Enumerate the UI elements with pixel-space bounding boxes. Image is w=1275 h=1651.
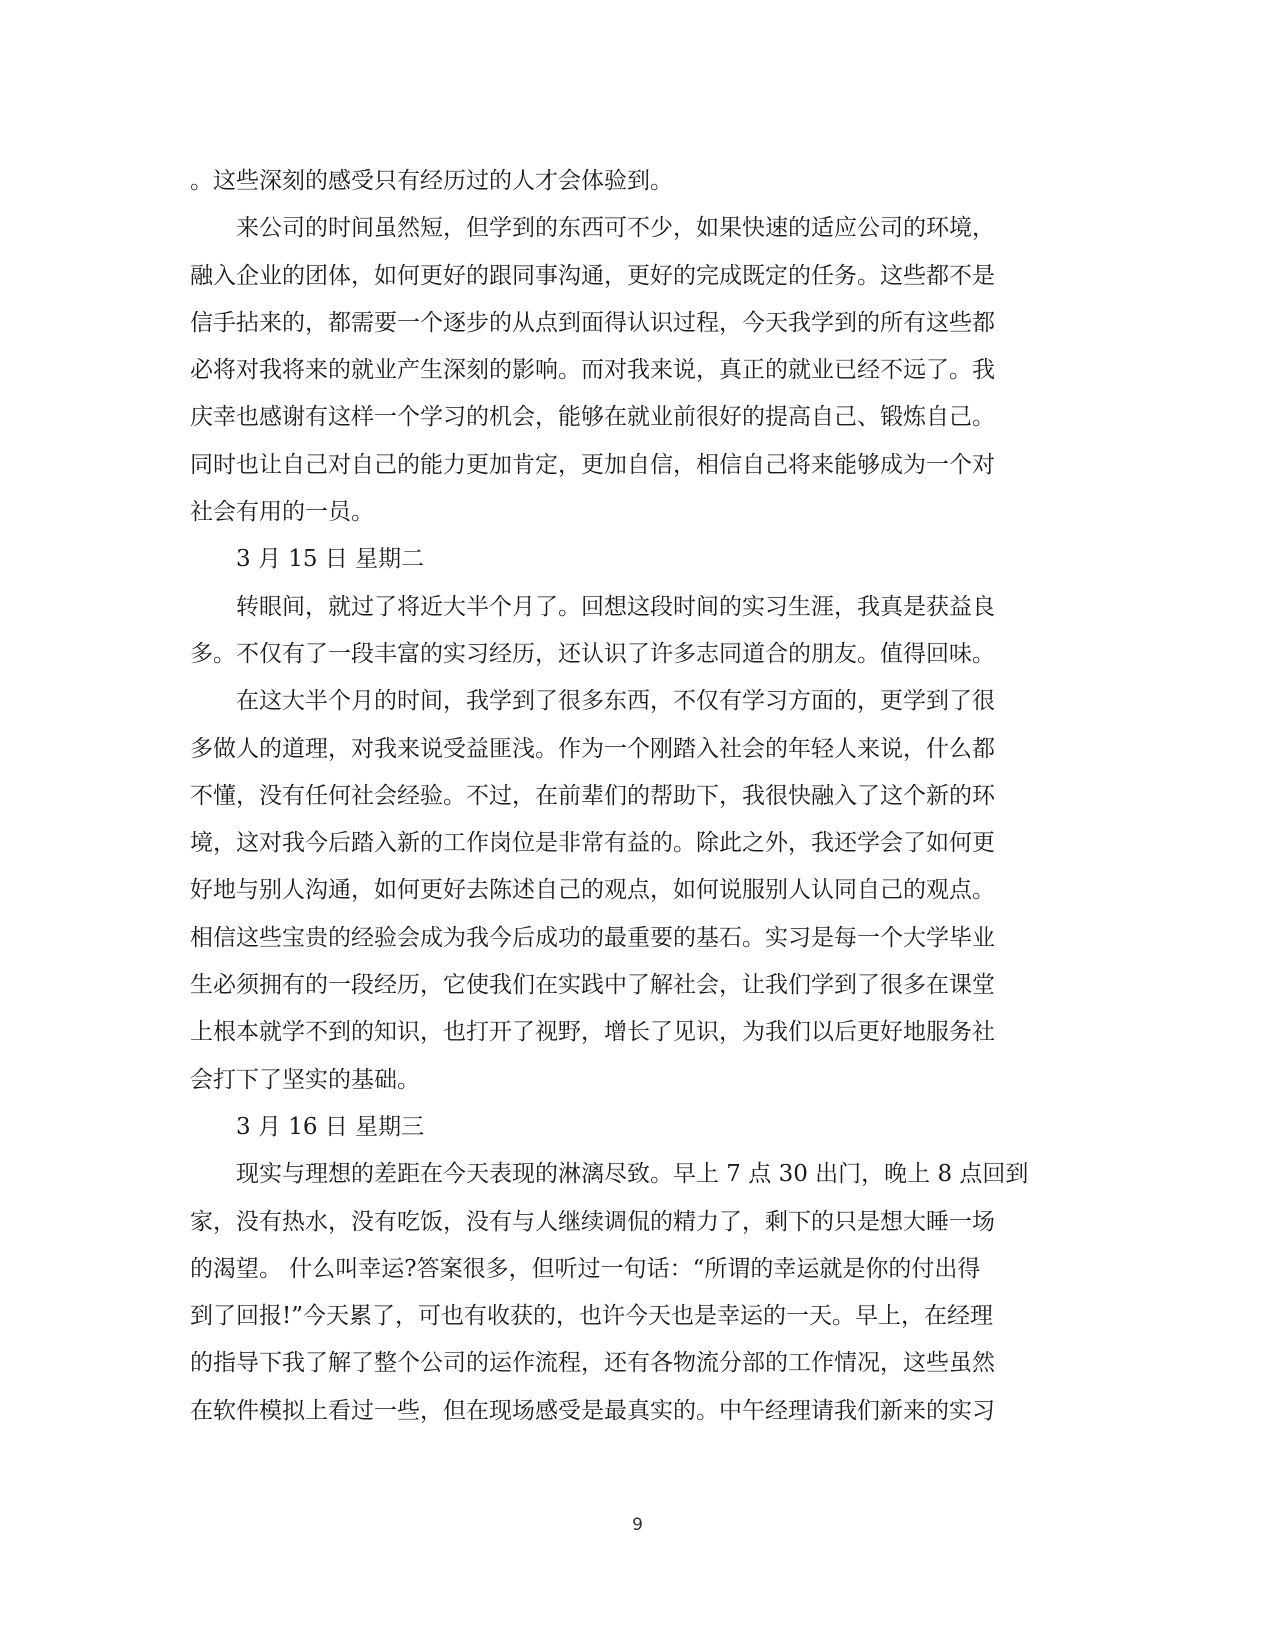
text-line: 在软件模拟上看过一些，但在现场感受是最真实的。中午经理请我们新来的实习 [190, 1397, 995, 1424]
text-line: 到了回报!”今天累了，可也有收获的，也许今天也是幸运的一天。早上，在经理 [190, 1303, 994, 1330]
text-line: 家，没有热水，没有吃饭，没有与人继续调侃的精力了，剩下的只是想大睡一场 [190, 1208, 995, 1235]
text-line: 的指导下我了解了整个公司的运作流程，还有各物流分部的工作情况，这些虽然 [190, 1350, 995, 1377]
text-line: 。这些深刻的感受只有经历过的人才会体验到。 [190, 168, 673, 194]
text-line: 好地与别人沟通，如何更好去陈述自己的观点，如何说服别人认同自己的观点。 [190, 877, 995, 904]
text-line: 来公司的时间虽然短，但学到的东西可不少，如果快速的适应公司的环境， [236, 215, 995, 242]
text-line: 3 月 16 日 星期三 [236, 1113, 425, 1140]
text-line: 境，这对我今后踏入新的工作岗位是非常有益的。除此之外，我还学会了如何更 [190, 830, 995, 857]
text-line: 会打下了坚实的基础。 [190, 1066, 420, 1093]
text-line: 转眼间，就过了将近大半个月了。回想这段时间的实习生涯，我真是获益良 [236, 593, 995, 620]
text-line: 多做人的道理，对我来说受益匪浅。作为一个刚踏入社会的年轻人来说，什么都 [190, 735, 995, 762]
text-line: 生必须拥有的一段经历，它使我们在实践中了解社会，让我们学到了很多在课堂 [190, 972, 995, 999]
text-line: 庆幸也感谢有这样一个学习的机会，能够在就业前很好的提高自己、锻炼自己。 [190, 404, 995, 431]
text-line: 在这大半个月的时间，我学到了很多东西，不仅有学习方面的，更学到了很 [236, 688, 995, 715]
text-line: 同时也让自己对自己的能力更加肯定，更加自信，相信自己将来能够成为一个对 [190, 451, 995, 478]
text-line: 3 月 15 日 星期二 [236, 546, 425, 573]
document-body [190, 158, 1050, 1435]
text-line: 相信这些宝贵的经验会成为我今后成功的最重要的基石。实习是每一个大学毕业 [190, 924, 995, 951]
text-line: 社会有用的一员。 [190, 499, 374, 526]
page-number: 9 [632, 1515, 643, 1535]
text-line: 必将对我将来的就业产生深刻的影响。而对我来说，真正的就业已经不远了。我 [190, 357, 995, 384]
text-line: 不懂，没有任何社会经验。不过，在前辈们的帮助下，我很快融入了这个新的环 [190, 782, 995, 809]
text-line: 融入企业的团体，如何更好的跟同事沟通，更好的完成既定的任务。这些都不是 [190, 262, 995, 289]
text-line: 上根本就学不到的知识，也打开了视野，增长了见识，为我们以后更好地服务社 [190, 1019, 995, 1046]
text-line: 信手拈来的，都需要一个逐步的从点到面得认识过程，今天我学到的所有这些都 [190, 309, 995, 336]
text-line: 的渴望。 什么叫幸运?答案很多，但听过一句话：“所谓的幸运就是你的付出得 [190, 1255, 981, 1282]
text-line: 多。不仅有了一段丰富的实习经历，还认识了许多志同道合的朋友。值得回味。 [190, 640, 995, 667]
text-line: 现实与理想的差距在今天表现的淋漓尽致。早上 7 点 30 出门，晚上 8 点回到 [236, 1161, 1029, 1188]
